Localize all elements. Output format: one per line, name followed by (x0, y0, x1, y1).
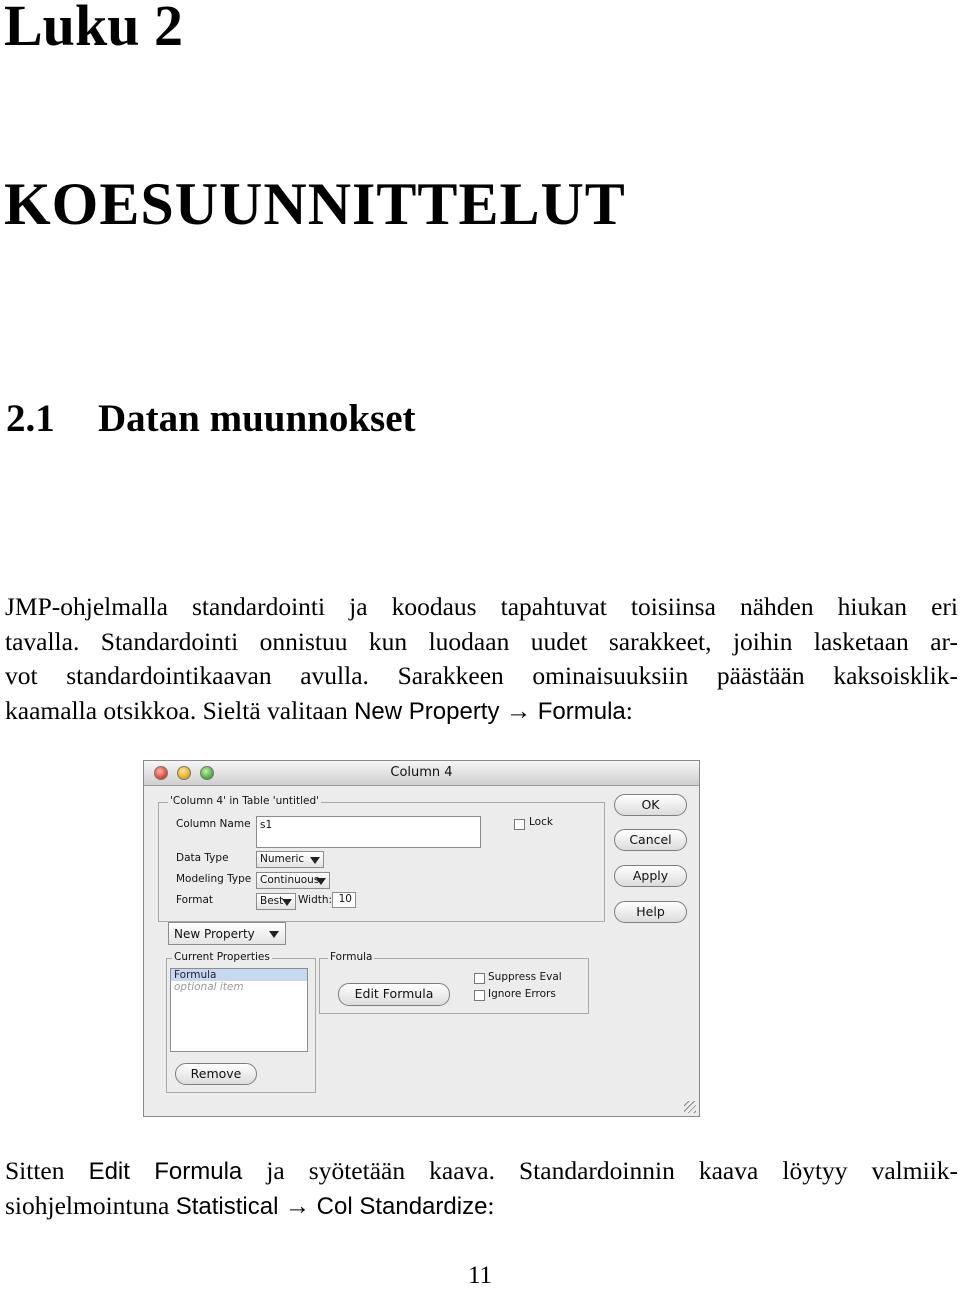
paragraph-text: siohjelmointuna (5, 1190, 176, 1220)
chapter-heading: Luku 2 (4, 0, 183, 58)
ok-button[interactable]: OK (614, 794, 687, 816)
formula-group-label: Formula (330, 951, 373, 963)
data-type-popup[interactable] (256, 851, 324, 868)
section-heading (6, 396, 416, 441)
menu-reference-col-standardize: Col Standardize (316, 1192, 488, 1220)
arrow-symbol: → (284, 1190, 311, 1220)
dropdown-arrow-icon (282, 899, 292, 906)
window-title: Column 4 (390, 765, 453, 780)
resize-grip-icon[interactable] (684, 1101, 696, 1113)
data-type-label: Data Type (176, 852, 229, 864)
cancel-button[interactable]: Cancel (614, 829, 687, 851)
list-item-selected[interactable]: Formula (171, 969, 307, 981)
new-property-label: New Property (174, 927, 255, 941)
help-button[interactable]: Help (614, 901, 687, 923)
section-title: Datan muunnokset (98, 397, 416, 440)
colon: : (625, 695, 633, 725)
format-value: Best (260, 895, 284, 907)
paragraph-line: vot standardointikaavan avulla. Sarakkeen ominaisuuksiin päästään kaksoisklik- (5, 661, 958, 690)
dropdown-arrow-icon (269, 931, 279, 938)
paragraph-line (5, 694, 958, 729)
modeling-type-value: Continuous (260, 874, 320, 886)
modeling-type-popup[interactable] (256, 872, 330, 889)
paragraph-line (5, 1154, 958, 1189)
formula-paragraph (5, 1154, 958, 1223)
lock-label: Lock (529, 816, 553, 828)
apply-button[interactable]: Apply (614, 865, 687, 887)
remove-button[interactable]: Remove (175, 1063, 257, 1085)
section-number: 2.1 (6, 397, 55, 440)
paragraph-text: ja syötetään kaava. Standardoinnin kaava löytyy valmiik- (242, 1156, 958, 1185)
list-item[interactable]: optional item (174, 981, 244, 993)
format-popup[interactable] (256, 893, 296, 910)
lock-checkbox[interactable] (514, 819, 525, 830)
dropdown-arrow-icon (316, 878, 326, 885)
paragraph-text: Sitten (5, 1156, 89, 1185)
width-field[interactable]: 10 (332, 892, 356, 908)
column-name-label: Column Name (176, 818, 251, 830)
paragraph-line: JMP-ohjelmalla standardointi ja koodaus tapahtuvat toisiinsa nähden hiukan eri (5, 592, 958, 621)
edit-formula-button[interactable]: Edit Formula (338, 983, 450, 1006)
paragraph-line (5, 1189, 958, 1224)
menu-reference-statistical: Statistical (175, 1192, 279, 1220)
ignore-errors-checkbox[interactable] (474, 990, 485, 1001)
ignore-errors-label: Ignore Errors (488, 988, 556, 1000)
width-label: Width: (298, 894, 333, 906)
arrow-symbol: → (505, 695, 532, 725)
menu-reference-edit-formula: Edit Formula (88, 1158, 243, 1185)
chapter-title: KOESUUNNITTELUT (4, 171, 626, 237)
page-number: 11 (467, 1262, 493, 1289)
column-group-label: 'Column 4' in Table 'untitled' (170, 795, 320, 807)
properties-list[interactable] (170, 968, 308, 1052)
suppress-eval-checkbox[interactable] (474, 973, 485, 984)
paragraph-text: kaamalla otsikkoa. Sieltä valitaan (5, 695, 355, 725)
modeling-type-label: Modeling Type (176, 873, 252, 885)
paragraph-line: tavalla. Standardointi onnistuu kun luodaan uudet sarakkeet, joihin lasketaan ar- (5, 626, 958, 656)
data-type-value: Numeric (260, 853, 305, 865)
current-properties-label: Current Properties (174, 951, 270, 963)
colon: : (487, 1190, 495, 1220)
menu-reference-new-property: New Property (354, 697, 500, 725)
menu-reference-formula: Formula (537, 697, 626, 725)
dropdown-arrow-icon (310, 857, 320, 864)
format-label: Format (176, 894, 214, 906)
column-dialog-screenshot (143, 760, 700, 1117)
suppress-eval-label: Suppress Eval (488, 971, 562, 983)
column-name-field[interactable]: s1 (256, 816, 481, 848)
new-property-popup[interactable] (168, 922, 286, 945)
intro-paragraph (5, 590, 958, 728)
